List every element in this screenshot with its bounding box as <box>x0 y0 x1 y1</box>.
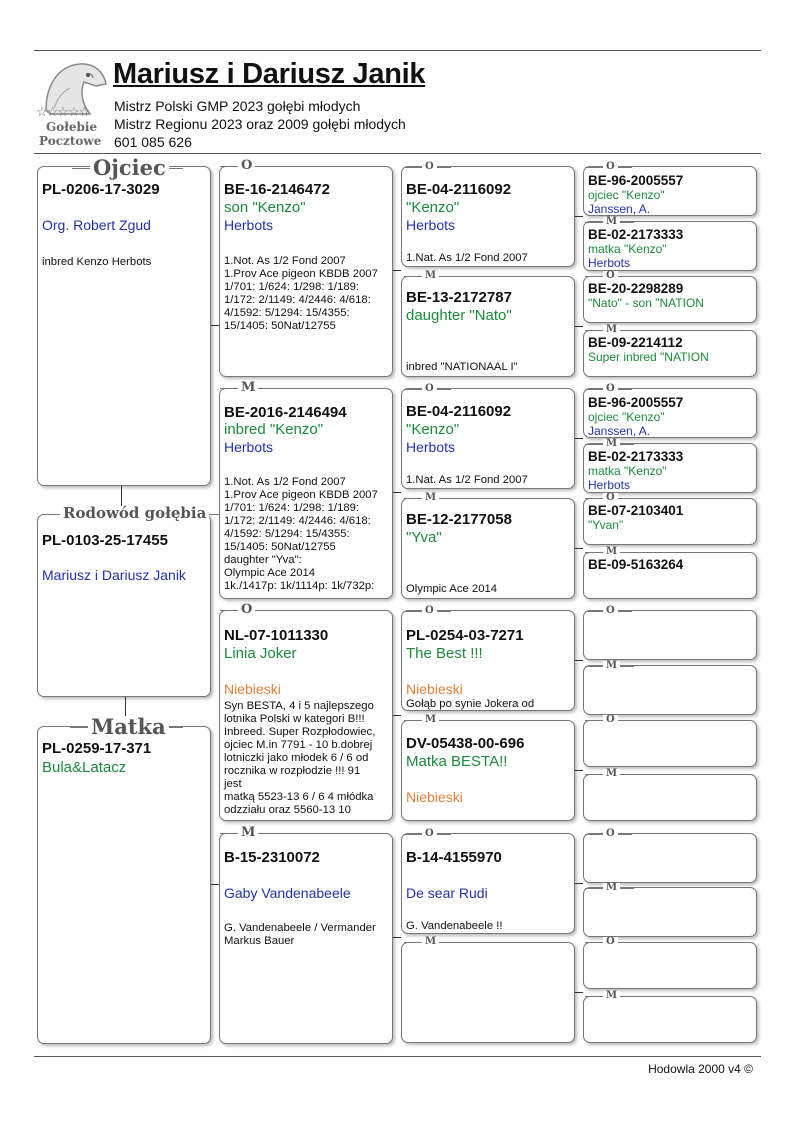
g4-name-1: ojciec "Kenzo" <box>588 188 665 202</box>
g2-note-3: Syn BESTA, 4 i 5 najlepszego lotnika Polski w kategori B!!! Inbreed. Super Rozpłodowiec, ojciec M.in 7791 - 10 b.dobrej lotniczki jako młodek 6 / 6 od rocznika w rozpłodzie !!! 91 jest matką 5523-13 6 / 6 4 młódka odzziału oraz 5560-13 10 <box>224 700 376 816</box>
pigeon-label: Rodowód gołębia <box>60 506 209 521</box>
g4-box-14 <box>583 887 757 937</box>
g3-color-6: Niebieski <box>406 789 463 805</box>
g4-name-3: "Nato" - son "NATION <box>588 296 704 310</box>
g4-label-6: M <box>603 439 620 449</box>
father-note: inbred Kenzo Herbots <box>42 256 152 268</box>
g4-ring-7: BE-07-2103401 <box>588 503 684 518</box>
g4-label-15: O <box>603 937 618 947</box>
connector <box>393 937 401 938</box>
page-title: Mariusz i Dariusz Janik <box>113 58 426 90</box>
g3-name-6: Matka BESTA!! <box>406 753 508 770</box>
g3-ring-3: BE-04-2116092 <box>406 403 512 420</box>
g3-label-7: O <box>422 829 437 839</box>
g4-breeder-6: Herbots <box>588 478 631 492</box>
g3-ring-7: B-14-4155970 <box>406 849 502 866</box>
g3-ring-1: BE-04-2116092 <box>406 181 512 198</box>
g4-ring-5: BE-96-2005557 <box>588 395 684 410</box>
g3-name-3: "Kenzo" <box>406 421 460 438</box>
pigeon-breeder: Mariusz i Dariusz Janik <box>42 567 186 583</box>
g4-label-3: O <box>603 271 618 281</box>
g4-box-10 <box>583 665 757 715</box>
g3-label-3: O <box>422 384 437 394</box>
g3-label-8: M <box>422 937 439 947</box>
g4-breeder-1: Janssen, A. <box>588 202 651 216</box>
g3-note-4: Olympic Ace 2014 <box>406 583 498 595</box>
g2-note-1: 1.Not. As 1/2 Fond 2007 1.Prov Ace pigeon KBDB 2007 1/701: 1/624: 1/298: 1/189: 1/172: 2/1149: 4/2446: 4/618: 4/1592: 5/1294: 15/4355: 15/1405: 50Nat/12755 <box>224 255 378 332</box>
g3-breeder-3: Herbots <box>406 439 456 455</box>
mother-name: Bula&Latacz <box>42 759 127 776</box>
g4-name-2: matka "Kenzo" <box>588 242 667 256</box>
connector <box>575 883 583 884</box>
connector <box>393 492 401 493</box>
father-label: Ojciec <box>90 157 169 178</box>
g3-ring-6: DV-05438-00-696 <box>406 735 525 752</box>
g3-name-1: "Kenzo" <box>406 199 460 216</box>
g4-ring-8: BE-09-5163264 <box>588 557 684 572</box>
g2-label-2: M <box>238 381 258 394</box>
g3-note-5: Gołąb po synie Jokera od <box>406 698 535 710</box>
g4-ring-6: BE-02-2173333 <box>588 449 684 464</box>
g2-label-3: O <box>238 603 255 616</box>
g4-label-8: M <box>603 547 620 557</box>
g4-ring-1: BE-96-2005557 <box>588 173 684 188</box>
g4-box-12 <box>583 774 757 821</box>
g2-ring-4: B-15-2310072 <box>224 849 320 866</box>
connector <box>575 992 583 993</box>
g2-ring-3: NL-07-1011330 <box>224 627 329 644</box>
subtitle-1: Mistrz Polski GMP 2023 gołębi młodych <box>114 98 361 114</box>
g2-breeder-4: Gaby Vandenabeele <box>224 885 351 901</box>
g2-label-1: O <box>238 159 255 172</box>
g3-name-5: The Best !!! <box>406 645 483 662</box>
g4-name-6: matka "Kenzo" <box>588 464 667 478</box>
g2-color-3: Niebieski <box>224 681 281 697</box>
connector <box>121 486 122 506</box>
g4-ring-2: BE-02-2173333 <box>588 227 684 242</box>
g4-label-4: M <box>603 325 620 335</box>
connector <box>575 548 583 549</box>
g4-box-16 <box>583 996 757 1043</box>
g3-name-2: daughter "Nato" <box>406 307 512 324</box>
logo-stars: ☆☆☆☆☆ <box>36 104 90 119</box>
connector <box>211 325 219 326</box>
g3-ring-5: PL-0254-03-7271 <box>406 627 524 644</box>
mother-ring: PL-0259-17-371 <box>42 740 152 757</box>
g3-breeder-1: Herbots <box>406 217 456 233</box>
g2-note-2: 1.Not. As 1/2 Fond 2007 1.Prov Ace pigeon KBDB 2007 1/701: 1/624: 1/298: 1/189: 1/172: 2/1149: 4/2446: 4/618: 4/1592: 5/1294: 15/4355: 15/1405: 50Nat/12755 daughter "Yva": Olympic Ace 2014 1k./1417p: 1k/1114p: 1k/732p: <box>224 476 378 592</box>
g4-label-1: O <box>603 162 618 172</box>
g4-ring-4: BE-09-2214112 <box>588 335 683 350</box>
father-box <box>37 166 211 486</box>
g2-breeder-1: Herbots <box>224 217 274 233</box>
g3-label-6: M <box>422 715 439 725</box>
connector <box>575 660 583 661</box>
connector <box>211 884 219 885</box>
logo <box>36 58 108 150</box>
g2-ring-1: BE-16-2146472 <box>224 181 330 198</box>
g4-name-5: ojciec "Kenzo" <box>588 410 665 424</box>
g3-note-3: 1.Nat. As 1/2 Fond 2007 <box>406 474 528 486</box>
g4-label-9: O <box>603 606 618 616</box>
g3-name-4: "Yva" <box>406 529 442 546</box>
g2-label-4: M <box>238 826 258 839</box>
g4-label-11: O <box>603 715 618 725</box>
g2-name-3: Linia Joker <box>224 645 297 662</box>
bottom-rule <box>34 1056 761 1057</box>
g4-box-11 <box>583 720 757 767</box>
g2-name-2: inbred "Kenzo" <box>224 421 324 438</box>
logo-text-2: Pocztowe <box>39 134 102 148</box>
g4-breeder-5: Janssen, A. <box>588 424 651 438</box>
top-rule <box>34 50 761 51</box>
g3-label-2: M <box>422 271 439 281</box>
connector <box>575 216 583 217</box>
g3-ring-2: BE-13-2172787 <box>406 289 512 306</box>
g3-box-8 <box>401 942 575 1043</box>
mother-label: Matka <box>88 716 169 737</box>
subtitle-2: Mistrz Regionu 2023 oraz 2009 gołębi młodych <box>114 116 406 132</box>
g4-breeder-2: Herbots <box>588 256 631 270</box>
g3-note-2: inbred "NATIONAAL I" <box>406 361 518 373</box>
g2-ring-2: BE-2016-2146494 <box>224 404 347 421</box>
g3-color-5: Niebieski <box>406 681 463 697</box>
g4-label-10: M <box>603 661 620 671</box>
footer: Hodowla 2000 v4 © <box>648 1062 753 1076</box>
connector <box>575 770 583 771</box>
g2-note-4: G. Vandenabeele / Vermander Markus Bauer <box>224 922 376 947</box>
g3-label-5: O <box>422 606 437 616</box>
father-ring: PL-0206-17-3029 <box>42 181 160 198</box>
connector <box>575 438 583 439</box>
phone: 601 085 626 <box>114 134 192 150</box>
g4-name-4: Super inbred "NATION <box>588 350 709 364</box>
g4-label-12: M <box>603 769 620 779</box>
g3-breeder-7: De sear Rudi <box>406 885 488 901</box>
g4-label-13: O <box>603 829 618 839</box>
g4-box-13 <box>583 833 757 883</box>
connector <box>575 326 583 327</box>
g4-label-16: M <box>603 991 620 1001</box>
header-rule <box>34 153 761 154</box>
g4-label-7: O <box>603 493 618 503</box>
connector <box>393 715 401 716</box>
connector <box>393 270 401 271</box>
pigeon-ring: PL-0103-25-17455 <box>42 532 168 549</box>
g2-name-1: son "Kenzo" <box>224 199 306 216</box>
g4-box-9 <box>583 610 757 660</box>
father-breeder: Org. Robert Zgud <box>42 217 151 233</box>
g4-label-14: M <box>603 883 620 893</box>
g3-ring-4: BE-12-2177058 <box>406 511 512 528</box>
g4-name-7: "Yvan" <box>588 518 624 532</box>
g3-label-4: M <box>422 493 439 503</box>
g3-note-7: G. Vandenabeele !! <box>406 920 503 932</box>
g4-box-15 <box>583 942 757 989</box>
g2-breeder-2: Herbots <box>224 439 274 455</box>
g3-note-1: 1.Nat. As 1/2 Fond 2007 <box>406 252 528 264</box>
g4-label-5: O <box>603 384 618 394</box>
logo-text-1: Gołebie <box>46 120 98 134</box>
g4-label-2: M <box>603 217 620 227</box>
g3-label-1: O <box>422 162 437 172</box>
g4-ring-3: BE-20-2298289 <box>588 281 684 296</box>
